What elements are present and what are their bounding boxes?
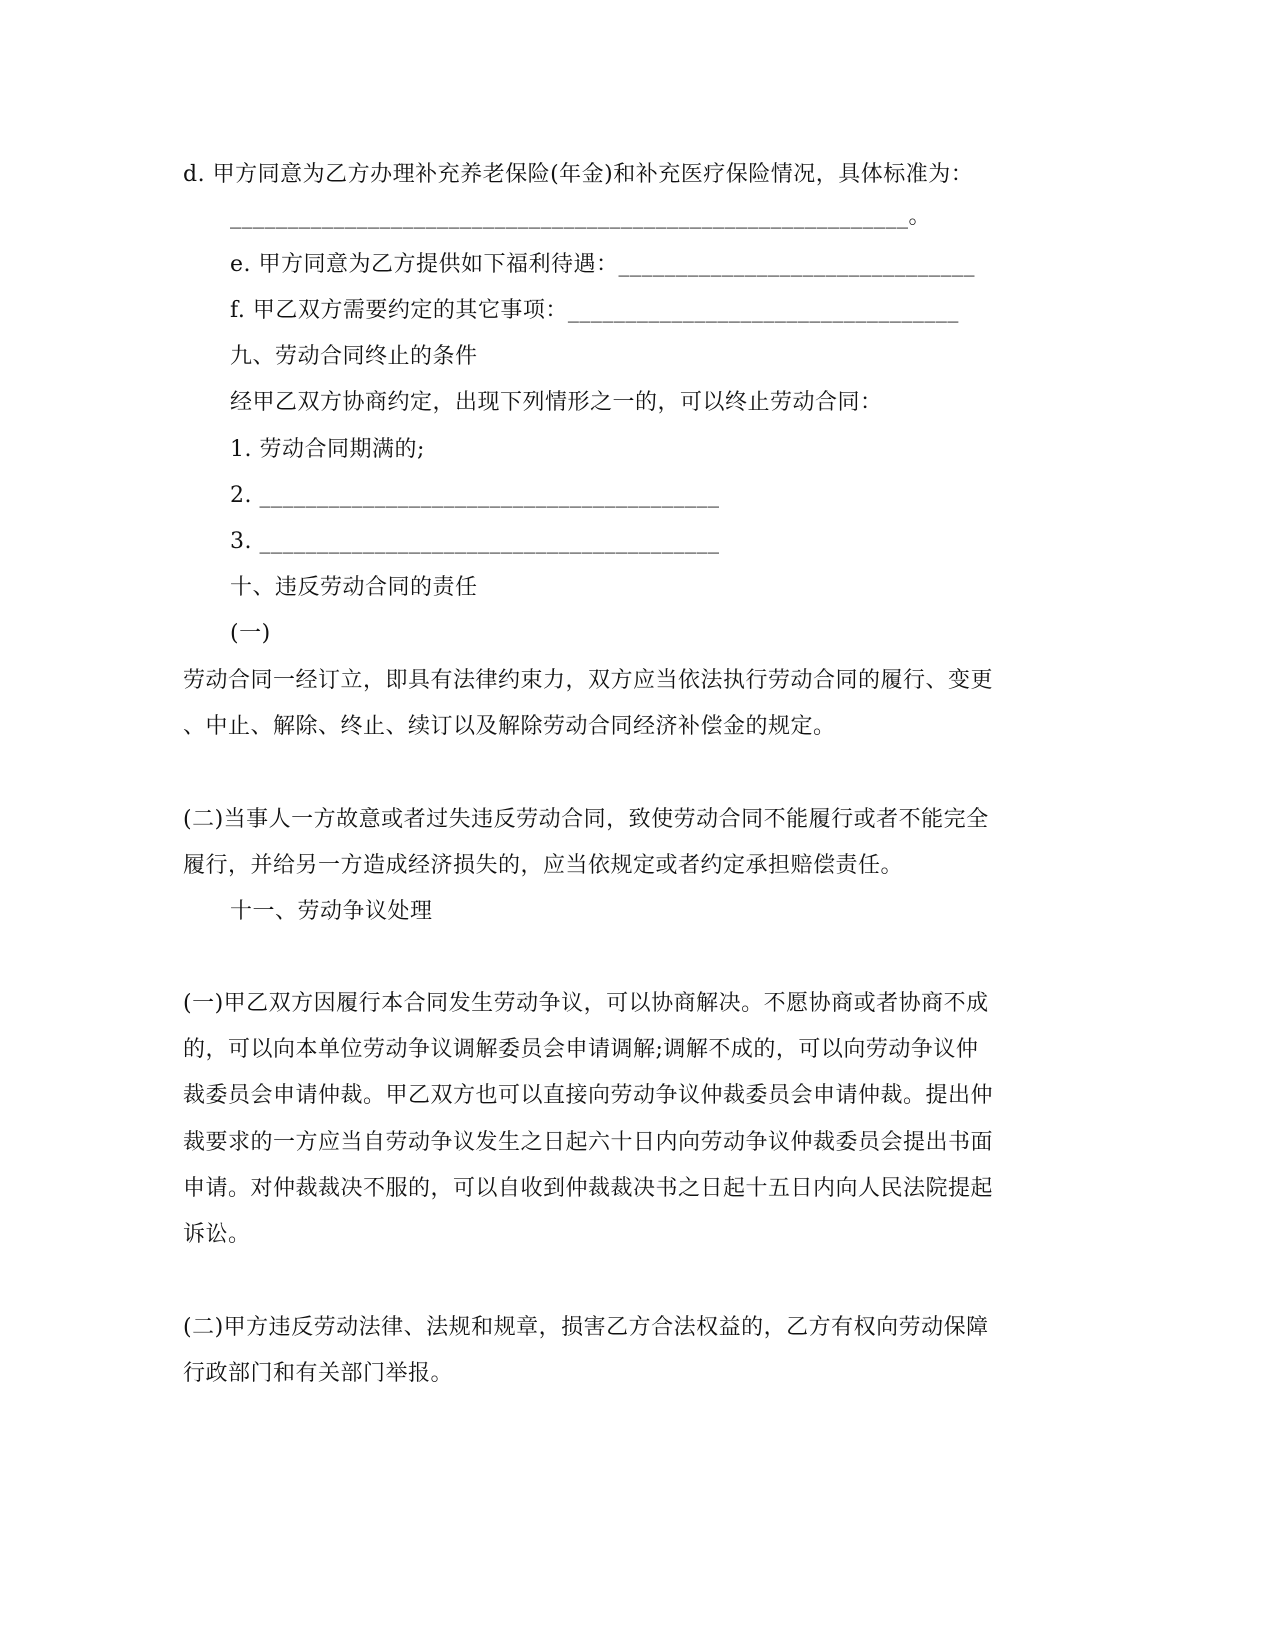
section-10-sub-1-line-1: 劳动合同一经订立，即具有法律约束力，双方应当依法执行劳动合同的履行、变更	[183, 668, 994, 693]
section-11-heading: 十一、劳动争议处理	[230, 899, 433, 924]
section-11-sub-1-line-1: (一)甲乙双方因履行本合同发生劳动争议，可以协商解决。不愿协商或者协商不成	[183, 991, 989, 1016]
section-10-heading: 十、违反劳动合同的责任	[230, 575, 478, 600]
section-9-intro: 经甲乙双方协商约定，出现下列情形之一的，可以终止劳动合同：	[230, 390, 883, 415]
section-11-sub-1-line-5: 申请。对仲裁裁决不服的，可以自收到仲裁裁决书之日起十五日内向人民法院提起	[183, 1176, 994, 1201]
section-10-sub-1-line-2: 、中止、解除、终止、续订以及解除劳动合同经济补偿金的规定。	[183, 714, 836, 739]
section-9-item-3: 3. ________________________________________	[230, 529, 720, 554]
section-9-item-1: 1. 劳动合同期满的;	[230, 437, 425, 462]
section-11-sub-2-line-2: 行政部门和有关部门举报。	[183, 1361, 454, 1386]
section-11-sub-1-line-3: 裁委员会申请仲裁。甲乙双方也可以直接向劳动争议仲裁委员会申请仲裁。提出仲	[183, 1083, 994, 1108]
section-9-item-2: 2. ________________________________________	[230, 483, 720, 508]
section-11-sub-1-line-6: 诉讼。	[183, 1222, 251, 1247]
section-9-heading: 九、劳动合同终止的条件	[230, 344, 478, 369]
clause-d-text: d. 甲方同意为乙方办理补充养老保险(年金)和补充医疗保险情况，具体标准为：	[183, 162, 974, 187]
section-11-sub-1-line-2: 的，可以向本单位劳动争议调解委员会申请调解;调解不成的，可以向劳动争议仲	[183, 1037, 979, 1062]
section-11-sub-2-line-1: (二)甲方违反劳动法律、法规和规章，损害乙方合法权益的，乙方有权向劳动保障	[183, 1315, 989, 1340]
section-10-sub-1-label: (一)	[230, 621, 271, 646]
clause-e-text: e. 甲方同意为乙方提供如下福利待遇：_______________________________	[230, 252, 976, 277]
section-10-sub-2-line-1: (二)当事人一方故意或者过失违反劳动合同，致使劳动合同不能履行或者不能完全	[183, 807, 989, 832]
section-10-sub-2-line-2: 履行，并给另一方造成经济损失的，应当依规定或者约定承担赔偿责任。	[183, 853, 904, 878]
clause-d-blank: ___________________________________________________________。	[230, 204, 932, 229]
section-11-sub-1-line-4: 裁要求的一方应当自劳动争议发生之日起六十日内向劳动争议仲裁委员会提出书面	[183, 1130, 994, 1155]
clause-f-text: f. 甲乙双方需要约定的其它事项：__________________________________	[230, 298, 959, 323]
